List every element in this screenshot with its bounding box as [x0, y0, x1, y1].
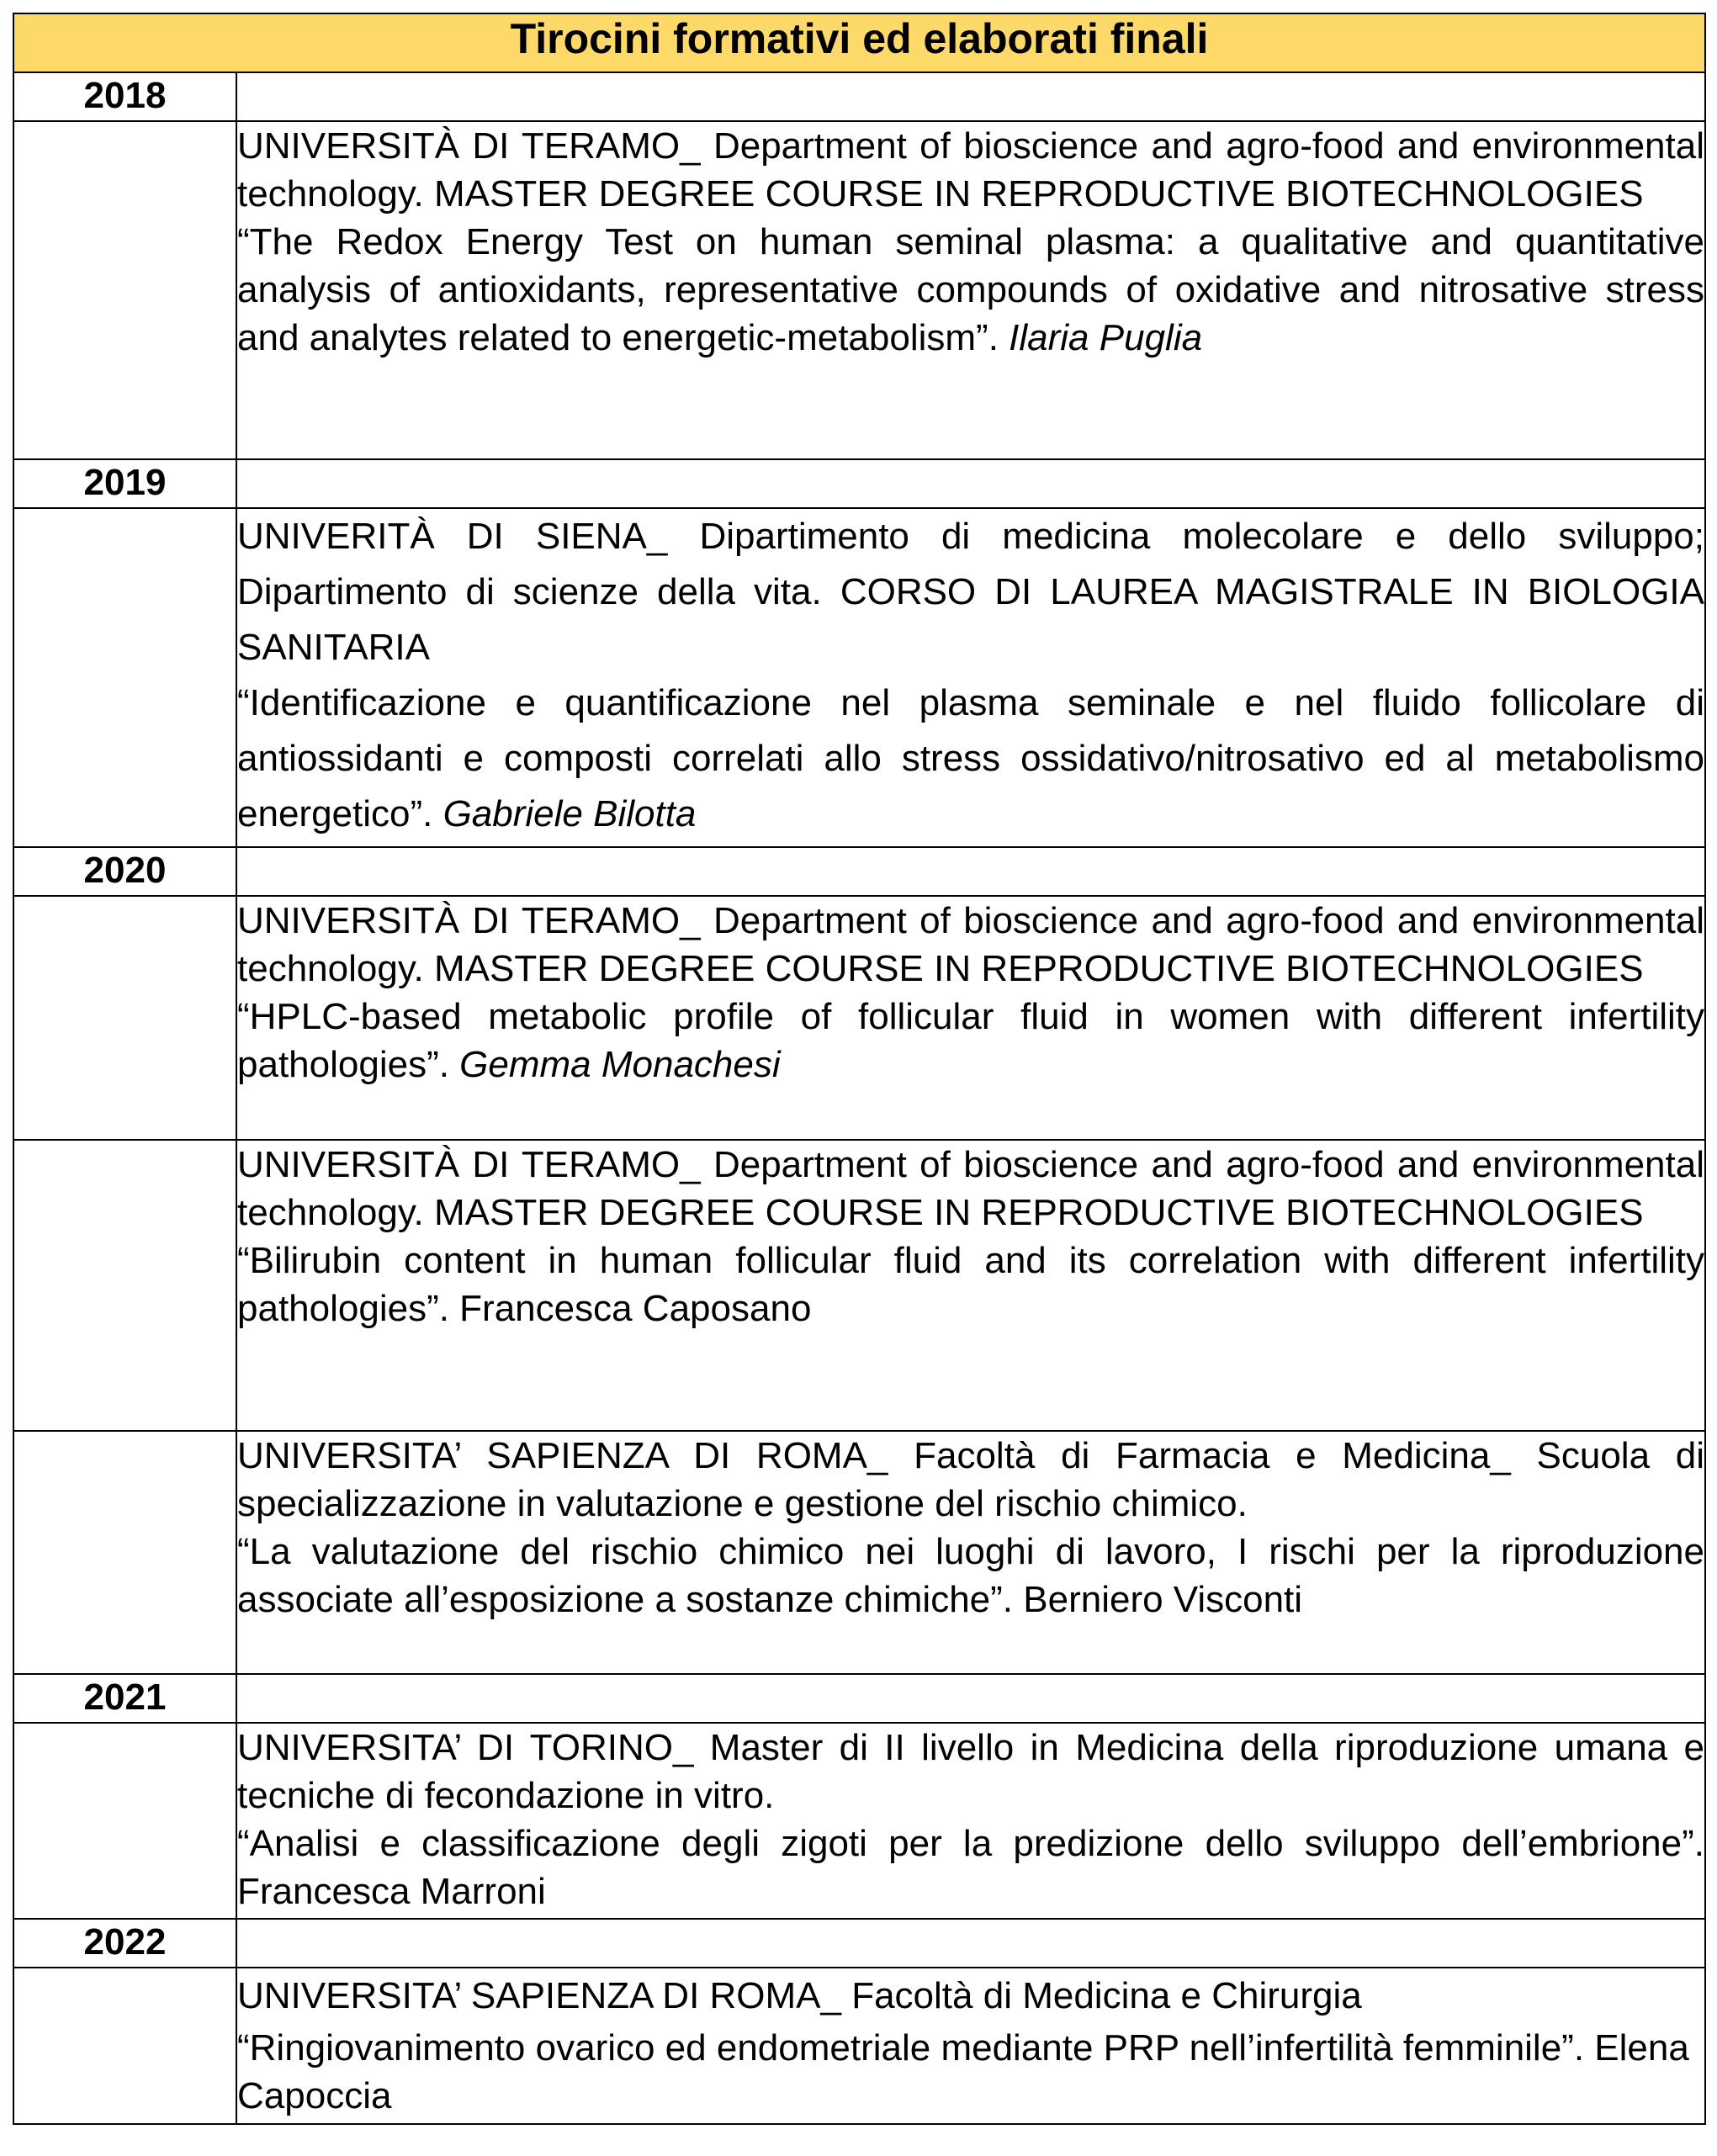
year-label: 2020	[13, 847, 236, 896]
author-name: Gemma Monachesi	[459, 1044, 781, 1085]
entry-cell	[236, 896, 1705, 1140]
year-row	[13, 459, 1705, 508]
thesis-title: “HPLC-based metabolic profile of follicular fluid in women with different infertility pathologies”.	[237, 996, 1704, 1085]
year-empty-cell	[236, 1919, 1705, 1968]
institution-text: UNIVERSITÀ DI TERAMO_ Department of bioscience and agro-food and environmental technology. MASTER DEGREE COURSE IN REPRODUCTIVE BIOTECHNOLOGIES	[237, 1144, 1704, 1233]
institution-text: UNIVERSITA’ SAPIENZA DI ROMA_ Facoltà di Medicina e Chirurgia	[237, 1975, 1362, 2016]
year-label: 2021	[13, 1674, 236, 1723]
entry-cell	[236, 1723, 1705, 1919]
entry-row	[13, 508, 1705, 847]
author-name: Ilaria Puglia	[1009, 317, 1203, 358]
institution-text: UNIVERSITA’ SAPIENZA DI ROMA_ Facoltà di Farmacia e Medicina_ Scuola di specializzazione in valutazione e gestione del rischio chimico.	[237, 1435, 1704, 1524]
entry-row	[13, 1140, 1705, 1431]
author-name: Elena Capoccia	[237, 2027, 1689, 2116]
author-name: Berniero Visconti	[1023, 1579, 1303, 1620]
entry-blank-cell	[13, 896, 236, 1140]
thesis-title: “The Redox Energy Test on human seminal plasma: a qualitative and quantitative analysis of antioxidants, representative compounds of oxidative and nitrosative stress and analytes related to energetic-metabolism”.	[237, 221, 1704, 358]
entry-row	[13, 1968, 1705, 2124]
entry-blank-cell	[13, 121, 236, 459]
entry-row	[13, 896, 1705, 1140]
thesis-text	[237, 2024, 1704, 2120]
author-name: Francesca Marroni	[237, 1871, 546, 1912]
header-row	[13, 13, 1705, 72]
year-label: 2018	[13, 72, 236, 121]
thesis-text	[237, 1237, 1704, 1332]
thesis-title: “Identificazione e quantificazione nel plasma seminale e nel fluido follicolare di antiossidanti e composti correlati allo stress ossidativo/nitrosativo ed al metabolismo energetico”.	[237, 682, 1704, 834]
entry-row	[13, 1723, 1705, 1919]
table-title: Tirocini formativi ed elaborati finali	[13, 13, 1705, 72]
institution-text: UNIVERSITA’ DI TORINO_ Master di II livello in Medicina della riproduzione umana e tecniche di fecondazione in vitro.	[237, 1727, 1704, 1816]
year-label: 2022	[13, 1919, 236, 1968]
thesis-title: “Analisi e classificazione degli zigoti per la predizione dello sviluppo dell’embrione”.	[237, 1823, 1704, 1864]
entry-blank-cell	[13, 508, 236, 847]
entry-cell	[236, 1431, 1705, 1674]
thesis-title: “Ringiovanimento ovarico ed endometriale mediante PRP nell’infertilità femminile”.	[237, 2027, 1595, 2069]
entry-blank-cell	[13, 1723, 236, 1919]
thesis-text	[237, 1528, 1704, 1624]
entry-blank-cell	[13, 1431, 236, 1674]
institution-text: UNIVERSITÀ DI TERAMO_ Department of bioscience and agro-food and environmental technology. MASTER DEGREE COURSE IN REPRODUCTIVE BIOTECHNOLOGIES	[237, 900, 1704, 989]
author-name: Francesca Caposano	[459, 1288, 812, 1329]
thesis-text	[237, 1820, 1704, 1915]
internships-table	[13, 13, 1706, 2125]
year-row	[13, 1919, 1705, 1968]
year-row	[13, 72, 1705, 121]
author-name: Gabriele Bilotta	[442, 793, 697, 834]
year-row	[13, 847, 1705, 896]
thesis-title: “La valutazione del rischio chimico nei luoghi di lavoro, I rischi per la riproduzione associate all’esposizione a sostanze chimiche”.	[237, 1531, 1704, 1620]
institution-text: UNIVERITÀ DI SIENA_ Dipartimento di medicina molecolare e dello sviluppo; Dipartimento di scienze della vita. CORSO DI LAUREA MAGISTRALE IN BIOLOGIA SANITARIA	[237, 516, 1704, 668]
thesis-text	[237, 993, 1704, 1089]
year-label: 2019	[13, 459, 236, 508]
year-empty-cell	[236, 72, 1705, 121]
thesis-text	[237, 675, 1704, 842]
year-empty-cell	[236, 1674, 1705, 1723]
year-row	[13, 1674, 1705, 1723]
entry-row	[13, 1431, 1705, 1674]
entry-blank-cell	[13, 1140, 236, 1431]
thesis-title: “Bilirubin content in human follicular fluid and its correlation with different infertility pathologies”.	[237, 1240, 1704, 1329]
institution-text: UNIVERSITÀ DI TERAMO_ Department of bioscience and agro-food and environmental technology. MASTER DEGREE COURSE IN REPRODUCTIVE BIOTECHNOLOGIES	[237, 125, 1704, 215]
entry-row	[13, 121, 1705, 459]
entry-cell	[236, 121, 1705, 459]
year-empty-cell	[236, 847, 1705, 896]
entry-blank-cell	[13, 1968, 236, 2124]
entry-cell	[236, 1968, 1705, 2124]
year-empty-cell	[236, 459, 1705, 508]
thesis-text	[237, 218, 1704, 362]
entry-cell	[236, 1140, 1705, 1431]
entry-cell	[236, 508, 1705, 847]
